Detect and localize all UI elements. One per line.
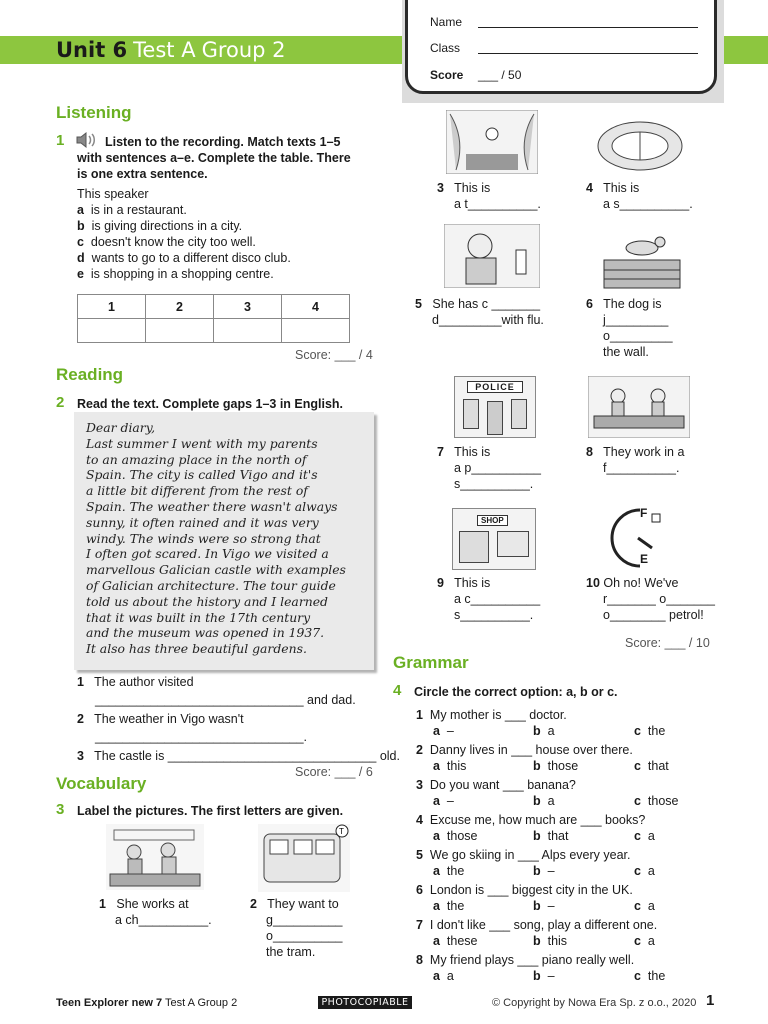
- grammar-question: 4 Excuse me, how much are ___ books? a those b that c a: [416, 813, 655, 843]
- vocab-item-6: 6 The dog is j_________ o_________ the wall.: [586, 297, 673, 359]
- cafe-picture: [106, 824, 204, 890]
- option-c[interactable]: c a: [634, 934, 655, 948]
- name-field[interactable]: [478, 27, 698, 28]
- table-header: 1: [78, 295, 146, 319]
- reading-items: 1 The author visited ______________________________ and dad. 2 The weather in Vigo wasn't ______________________________. 3 The castle is ______________________________ old.: [77, 675, 400, 763]
- option-a[interactable]: a –: [433, 724, 454, 738]
- vocab-item-9: 9 This is a c__________ s__________.: [437, 576, 541, 622]
- police-sign: POLICE: [467, 381, 523, 393]
- question-number: 1: [56, 132, 65, 149]
- copyright: © Copyright by Nowa Era Sp. z o.o., 2020: [492, 997, 697, 1009]
- vocab-item-1: 1 She works at a ch__________.: [99, 897, 212, 927]
- answer-gap[interactable]: ______________________________.: [95, 730, 308, 744]
- instruction: Circle the correct option: a, b or c.: [414, 685, 618, 699]
- grammar-question: 3 Do you want ___ banana? a – b a c those: [416, 778, 679, 808]
- option-b[interactable]: b a: [533, 724, 555, 738]
- vocab-item-5: 5 She has c _______ d_________with flu.: [415, 297, 544, 327]
- option-c[interactable]: c those: [634, 794, 679, 808]
- vocab-item-10: 10 Oh no! We've r_______ o_______ o________ petrol!: [586, 576, 715, 622]
- answer-table: [77, 294, 350, 343]
- grammar-question: 1 My mother is ___ doctor. a – b a c the: [416, 708, 666, 738]
- section-listening: Listening: [56, 103, 132, 122]
- instruction: is one extra sentence.: [77, 167, 208, 181]
- instruction: Label the pictures. The first letters are given.: [77, 804, 344, 818]
- total-score: ___ / 50: [478, 68, 522, 82]
- page-title: Unit 6 Test A Group 2: [56, 38, 286, 62]
- diary-text: Dear diary, Last summer I went with my parents to an amazing place in the north of Spain. The city is called Vigo and it's a little bit different from the rest of Spain. The weather there wasn't always sunny, it often rained and it was very windy. The winds were so strong that I often got scared. In Vigo we visited a marvellous Galician castle with examples of Galician architecture. The tour guide told us about the history and I learned that it was built in the 17th century and the museum was opened in 1937. It also has three beautiful gardens.: [86, 420, 346, 657]
- gauge-empty-label: E: [640, 552, 649, 566]
- answer-cell[interactable]: [282, 319, 350, 343]
- score-label: Score: [430, 68, 464, 82]
- grammar-items: [416, 707, 716, 987]
- option-c[interactable]: c a: [634, 864, 655, 878]
- answer-cell[interactable]: [214, 319, 282, 343]
- shop-sign: SHOP: [477, 515, 508, 526]
- stadium-picture: [594, 110, 686, 174]
- section-grammar: Grammar: [393, 653, 469, 672]
- section-score: Score: ___ / 6: [295, 765, 373, 779]
- option-c[interactable]: c the: [634, 724, 666, 738]
- option-c[interactable]: c the: [634, 969, 666, 983]
- dog-wall-picture: [600, 226, 684, 290]
- class-field[interactable]: [478, 53, 698, 54]
- gauge-full-label: F: [640, 506, 648, 520]
- option-a[interactable]: a –: [433, 794, 454, 808]
- police-station-picture: [454, 376, 536, 438]
- intro-text: This speaker: [77, 187, 149, 201]
- page-number: 1: [706, 992, 715, 1009]
- photocopiable-badge: PHOTOCOPIABLE: [318, 996, 412, 1009]
- grammar-question: 6 London is ___ biggest city in the UK. a the b – c a: [416, 883, 655, 913]
- vocab-item-7: 7 This is a p__________ s__________.: [437, 445, 541, 491]
- grammar-question: 2 Danny lives in ___ house over there. a this b those c that: [416, 743, 669, 773]
- option-a[interactable]: a this: [433, 759, 467, 773]
- option-b[interactable]: b –: [533, 864, 555, 878]
- option-c[interactable]: c a: [634, 829, 655, 843]
- grammar-question: 5 We go skiing in ___ Alps every year. a the b – c a: [416, 848, 655, 878]
- sick-woman-picture: [444, 224, 540, 288]
- option-b[interactable]: b this: [533, 934, 568, 948]
- table-header: 3: [214, 295, 282, 319]
- class-label: Class: [430, 41, 461, 55]
- instruction: Listen to the recording. Match texts 1–5: [105, 135, 341, 149]
- answer-gap[interactable]: The castle is ______________________________ old.: [94, 749, 400, 763]
- theatre-picture: [446, 110, 538, 174]
- option-a[interactable]: a the: [433, 899, 465, 913]
- section-vocabulary: Vocabulary: [56, 774, 147, 793]
- answer-gap[interactable]: ______________________________ and dad.: [95, 693, 356, 707]
- option-a[interactable]: a a: [433, 969, 454, 983]
- answer-cell[interactable]: [146, 319, 214, 343]
- instruction: with sentences a–e. Complete the table. There: [77, 151, 351, 165]
- option-b[interactable]: b –: [533, 969, 555, 983]
- fuel-gauge-picture: [600, 504, 670, 570]
- tram-picture: [258, 824, 350, 892]
- factory-picture: [588, 376, 690, 438]
- diary-card: [74, 412, 374, 670]
- option-a[interactable]: a these: [433, 934, 478, 948]
- option-a[interactable]: a those: [433, 829, 478, 843]
- option-b[interactable]: b a: [533, 794, 555, 808]
- option-b[interactable]: b those: [533, 759, 579, 773]
- instruction: Read the text. Complete gaps 1–3 in English.: [77, 397, 344, 411]
- footer-book: Teen Explorer new 7 Test A Group 2: [56, 997, 238, 1009]
- section-score: Score: ___ / 4: [295, 348, 373, 362]
- question-number: 3: [56, 801, 65, 818]
- name-label: Name: [430, 15, 463, 29]
- student-info-box: [405, 0, 717, 94]
- grammar-question: 8 My friend plays ___ piano really well. a a b – c the: [416, 953, 666, 983]
- vocab-item-4: 4 This is a s__________.: [586, 181, 693, 211]
- options-list: a is in a restaurant. b is giving directions in a city. c doesn't know the city too well. d wants to go to a different disco club. e is shopping in a shopping centre.: [77, 203, 291, 281]
- question-number: 4: [393, 682, 402, 699]
- vocab-item-8: 8 They work in a f__________.: [586, 445, 685, 475]
- vocab-item-3: 3 This is a t__________.: [437, 181, 541, 211]
- section-reading: Reading: [56, 365, 124, 384]
- table-header: 4: [282, 295, 350, 319]
- answer-cell[interactable]: [78, 319, 146, 343]
- svg-text:T: T: [339, 827, 344, 836]
- option-c[interactable]: c that: [634, 759, 669, 773]
- option-c[interactable]: c a: [634, 899, 655, 913]
- corner-shop-picture: [452, 508, 536, 570]
- vocab-item-2: 2 They want to g__________ o__________ the tram.: [250, 897, 343, 959]
- option-b[interactable]: b that: [533, 829, 569, 843]
- section-score: Score: ___ / 10: [625, 636, 710, 650]
- table-header: 2: [146, 295, 214, 319]
- option-b[interactable]: b –: [533, 899, 555, 913]
- question-number: 2: [56, 394, 65, 411]
- option-a[interactable]: a the: [433, 864, 465, 878]
- grammar-question: 7 I don't like ___ song, play a different one. a these b this c a: [416, 918, 658, 948]
